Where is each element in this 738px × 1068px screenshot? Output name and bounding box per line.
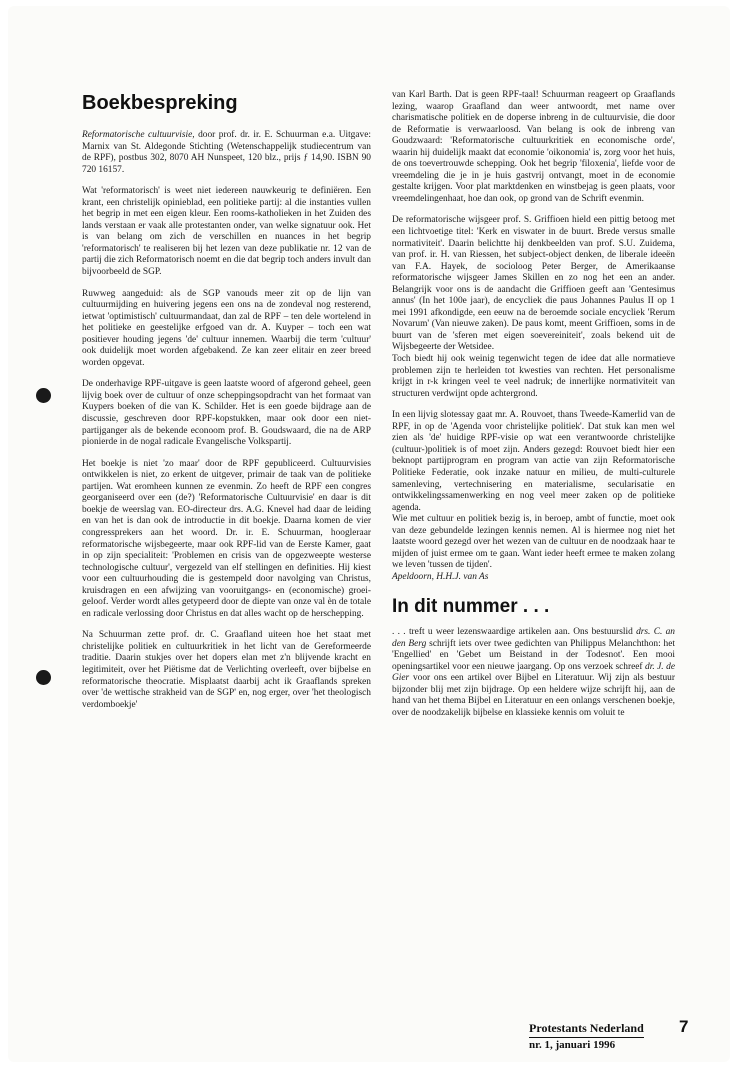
review-paragraph-2: Ruwweg aangeduid: als de SGP vanouds meer zit op de lijn van cultuurmijding en huivering jegens een ons na de zondeval nog resterend, ietwat 'optimistisch' cultuurmandaat, dan zal de RPF – ten dele wortelend in het politieke en geestelijke erfgoed van dr. A. Kuyper – toch een wat positiever houding jegens 'de' cultuur innemen. Waarbij die term 'cultuur' ook duidelijk moet worden afgebakend. Ze kan zeer elitair en zeer breed worden opgevat.: [82, 288, 371, 368]
author-name: drs. C. an den Berg: [392, 626, 675, 649]
review-paragraph-5: Na Schuurman zette prof. dr. C. Graafland uiteen hoe het staat met christelijke politiek en cultuurkritiek in het licht van de Gereformeerde traditie. Daarin stukjes over het dopers elan met z'n blijvende kracht en legitimiteit, over het Piëtisme dat de Verlichting overleeft, over bijbelse en reformatorische theocratie. Misplaatst daarbij acht ik Graaflands spreken over 'de wettische strakheid van de SGP' en, nog erger, over 'het theologisch verdomboekje': [82, 630, 371, 710]
binder-hole-bottom: [36, 670, 51, 685]
author-name: dr. J. de Gier: [392, 661, 675, 684]
review-paragraph-3: De onderhavige RPF-uitgave is geen laatste woord of afgerond geheel, geen lijvig boek over de cultuur of onze scheppingsopdracht van het formaat van Kuypers boeken of die van K. Schilder. Het is een goede bijdrage aan de discussie, geschreven door RPF-kopstukken, maar ook door een niet-partijganger als de bekende econoom prof. B. Goudswaard, die na de ARP pionierde in de nogal radicale Evangelische Volkspartij.: [82, 379, 371, 448]
right-column: [392, 90, 675, 729]
book-citation: [82, 130, 371, 176]
review-paragraph-9: In een lijvig slotessay gaat mr. A. Rouvoet, thans Tweede-Kamerlid van de RPF, in op de 'Agenda voor christelijke politiek'. Dat stuk kan men wel zien als 'de' huidige RPF-visie op wat een verantwoorde christelijke (cultuur-)politiek is of moet zijn. Anders gezegd: Rouvoet biedt hier een beknopt partijprogram en program van actie van zijn Reformatorische Politieke Federatie, ook inzake natuur en milieu, de multi-culturele samenleving, vertechnisering en materialisme, secularisatie en ontwikkelingssamenwerking en nog veel meer zaken op de politieke agenda.: [392, 410, 675, 513]
issue-date: nr. 1, januari 1996: [529, 1039, 616, 1051]
book-details: door prof. dr. ir. E. Schuurman e.a. Uitgave: Marnix van St. Aldegonde Stichting (Wetenschappelijk studiecentrum van de RPF), postbus 302, 8070 AH Nunspeet, 120 blz., prijs ƒ 14,90. ISBN 90 720 16157.: [82, 130, 371, 175]
binder-hole-top: [36, 388, 51, 403]
review-paragraph-4: Het boekje is niet 'zo maar' door de RPF gepubliceerd. Cultuurvisies ontwikkelen is niet, zo erkent de uitgever, primair de taak van de politieke partijen. Wat eromheen kunnen ze evenmin. Zo heeft de RPF een congres georganiseerd over een (de?) 'Reformatorische Cultuurvisie' en daar is dit boekje de weerslag van. EO-directeur drs. A.G. Knevel had daar de leiding en van het is dan ook de introductie in dit boekje. Daarna komen de vier congressprekers aan het woord. Dr. ir. E. Schuurman, hoogleraar reformatorische wijsbegeerte, maar ook RPF-lid van de Eerste Kamer, gaat in op zijn specialiteit: 'Problemen en crisis van de opgezweepte westerse technologische cultuur', vergezeld van elf stellingen en definities. Hij kiest voor een cultuurhouding die is gestempeld door navolging van Christus, kruisdragen en een afwijzing van vooruitgangs- en (economische) groei-geloof. Verder wordt alles getypeerd door de diepte van onze val èn de totale en radicale verlossing door Christus en dat alles wacht op de herschepping.: [82, 458, 371, 619]
issue-heading: In dit nummer . . .: [392, 596, 550, 618]
left-column: [82, 130, 371, 721]
review-signature: Apeldoorn, H.H.J. van As: [392, 571, 489, 582]
magazine-name: Protestants Nederland: [529, 1021, 644, 1038]
review-paragraph-7: De reformatorische wijsgeer prof. S. Griffioen hield een pittig betoog met een lichtvoetige titel: 'Kerk en viswater in de buurt. Brede versus smalle normativiteit'. Daarin belichtte hij denkbeelden van prof. S.U. Zuidema, van prof. ir. H. van Riessen, het subject-object denken, de liberale ideeën van F.A. Hayek, de socioloog Peter Berger, de Amerikaanse reformatorische wijsgeer James Skillen en zo nog het een an ander. Belangrijk voor ons is de aandacht die Griffioen geeft aan 'Gentesimus annus' (In het 100e jaar), de encycliek die paus Johannes Paulus II op 1 mei 1991 afkondigde, een eeuw na de beroemde sociale encycliek 'Rerum Novarum' (Van nieuwe zaken). De paus komt, meent Griffioen, soms in de buurt van de 'sferen met eigen soevereiniteit', zoals bekend uit de Wijsbegeerte der Wetsidee.: [392, 215, 675, 353]
book-title: Reformatorische cultuurvisie,: [82, 130, 195, 140]
review-paragraph-8: Toch biedt hij ook weinig tegenwicht tegen de idee dat alle normatieve problemen zijn te herleiden tot kwesties van rechten. Het personalisme krijgt in r-k kringen veel te veel nadruk; de innerlijke normativiteit van structuren verdwijnt opde achtergrond.: [392, 354, 675, 399]
page-number: 7: [679, 1017, 689, 1036]
review-paragraph-10: Wie met cultuur en politiek bezig is, in beroep, ambt of functie, moet ook van deze gebundelde lezingen kennis nemen. Al is hiermee nog niet het laatste woord gezegd over het wezen van de cultuur en de noodzaak haar te mijden of juist ermee om te gaan. Want ieder heeft ermee te maken zolang we leven 'tussen de tijden'.: [392, 514, 675, 571]
issue-paragraph: . . . treft u weer lezenswaardige artikelen aan. Ons bestuurslid drs. C. an den Berg schrijft iets over twee gedichten van Philippus Melanchthon: het 'Engellied' en 'Gebet um Beistand in der Todesnot'. Een mooi openingsartikel voor een nieuwe jaargang. Op ons verzoek schreef dr. J. de Gier voor ons een artikel over Bijbel en Literatuur. Wij zijn als bestuur bijzonder blij met zijn bijdrage. Op een heldere wijze schrijft hij, aan de hand van het thema Bijbel en Literatuur en een onlangs verschenen boekje, over de noodzakelijk bijbelse en klassieke kennis om voluit te: [392, 626, 676, 718]
review-paragraph-1: Wat 'reformatorisch' is weet niet iedereen nauwkeurig te definiëren. Een krant, een christelijk opinieblad, een politieke partij: al die instanties vullen het begrip in met een eigen kleur. Een rooms-katholieken in het Zuiden des lands verstaan er vaak alle protestanten onder, van welke signatuur ook. Het is van belang om zich de verschillen en nuances in het begrip 'reformatorisch' te realiseren bij het lezen van deze publikatie nr. 12 van de partij die zich Reformatorisch noemt en die dat begrip toch anders invult dan bijvoorbeeld de SGP.: [82, 186, 371, 278]
page-footer: [529, 1019, 699, 1051]
page-sheet: [8, 6, 730, 1062]
review-heading: Boekbespreking: [82, 92, 238, 114]
review-paragraph-6: van Karl Barth. Dat is geen RPF-taal! Schuurman reageert op Graaflands lezing, waarop Graafland dan weer antwoordt, met name over charismatische politiek en de doperse inbreng in de cultuurvisie, die door de Reformatie is verwaarloosd. Van belang is ook de inbreng van Goudzwaard: 'Reformatorische cultuurkritiek en economische orde', waarin hij duidelijk maakt dat economie 'oikonomia' is, zorg voor het huis, de ons toevertrouwde schepping. Ook het begrip 'filoxenia', liefde voor de vreemdeling die je in je huis gastvrij ontvangt, moet in de economie gestalte krijgen. Voor plat marktdenken en winstbejag is geen plaats, voor vreemdelingenhaat, hoe dan ook, op grond van de Schrift evenmin.: [392, 90, 675, 204]
